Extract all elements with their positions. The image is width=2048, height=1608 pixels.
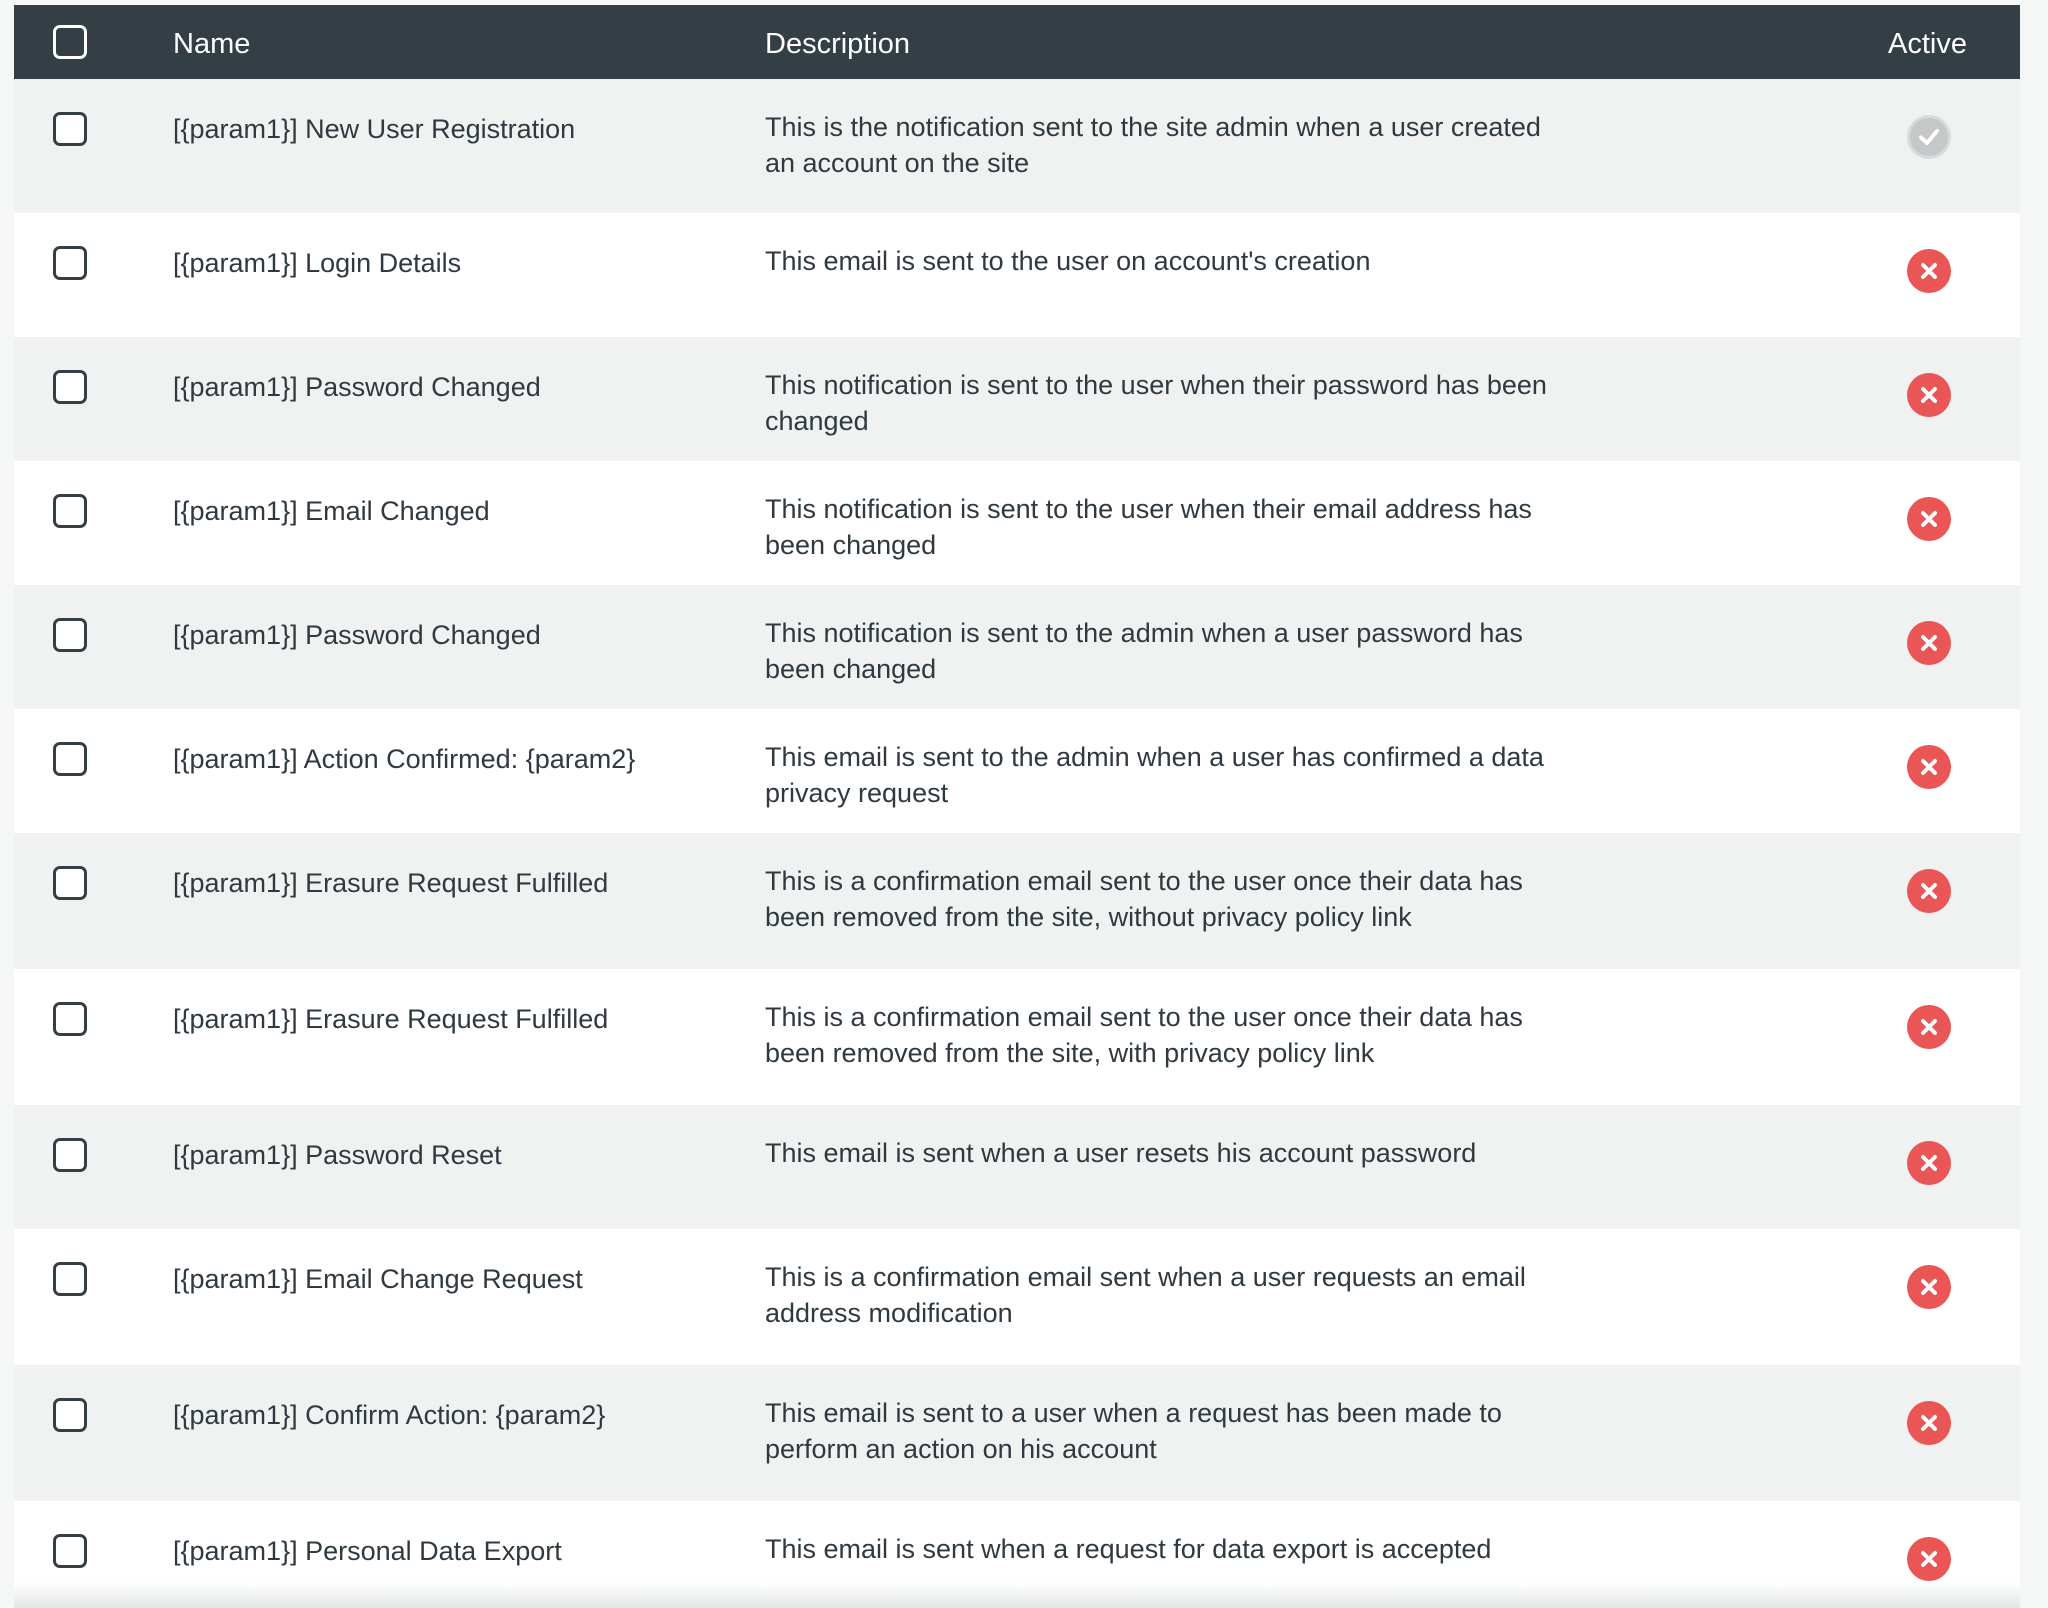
table-row[interactable]	[14, 213, 2020, 337]
notification-name[interactable]: [{param1}] Password Changed	[173, 372, 541, 402]
table-row[interactable]	[14, 1365, 2020, 1501]
column-header-active[interactable]: Active	[1888, 27, 1967, 60]
name-cell	[173, 709, 765, 833]
notification-description: This email is sent to a user when a request has been made to perform an action on his account	[765, 1398, 1502, 1464]
description-cell	[765, 461, 1865, 585]
table-row[interactable]	[14, 1105, 2020, 1229]
table-header	[14, 5, 2020, 79]
row-select-checkbox[interactable]	[53, 370, 87, 404]
notifications-table	[14, 5, 2020, 1608]
notification-description: This notification is sent to the user when their email address has been changed	[765, 494, 1532, 560]
row-checkbox-cell	[14, 1229, 173, 1365]
name-cell	[173, 833, 765, 969]
x-circle-icon[interactable]	[1907, 1265, 1951, 1309]
x-circle-icon[interactable]	[1907, 1401, 1951, 1445]
x-circle-icon[interactable]	[1907, 1141, 1951, 1185]
description-cell	[765, 709, 1865, 833]
row-select-checkbox[interactable]	[53, 494, 87, 528]
row-select-checkbox[interactable]	[53, 112, 87, 146]
row-checkbox-cell	[14, 709, 173, 833]
column-header-name[interactable]: Name	[173, 27, 251, 60]
x-circle-icon[interactable]	[1907, 1537, 1951, 1581]
row-select-checkbox[interactable]	[53, 866, 87, 900]
name-cell	[173, 461, 765, 585]
notification-description: This notification is sent to the user when their password has been changed	[765, 370, 1547, 436]
row-select-checkbox[interactable]	[53, 742, 87, 776]
notification-description: This email is sent to the user on account's creation	[765, 246, 1371, 276]
name-cell	[173, 969, 765, 1105]
notification-name[interactable]: [{param1}] Login Details	[173, 248, 462, 278]
notification-description: This email is sent when a request for data export is accepted	[765, 1534, 1492, 1564]
description-cell	[765, 79, 1865, 213]
name-cell	[173, 337, 765, 461]
row-checkbox-cell	[14, 79, 173, 213]
active-cell	[1865, 1105, 2020, 1229]
description-cell	[765, 969, 1865, 1105]
x-circle-icon[interactable]	[1907, 869, 1951, 913]
row-checkbox-cell	[14, 833, 173, 969]
notification-description: This is a confirmation email sent when a user requests an email address modification	[765, 1262, 1526, 1328]
table-row[interactable]	[14, 79, 2020, 213]
active-cell	[1865, 833, 2020, 969]
active-cell	[1865, 1229, 2020, 1365]
active-cell	[1865, 461, 2020, 585]
name-cell	[173, 213, 765, 337]
row-checkbox-cell	[14, 337, 173, 461]
active-cell	[1865, 969, 2020, 1105]
name-cell	[173, 1229, 765, 1365]
active-cell	[1865, 1501, 2020, 1608]
row-checkbox-cell	[14, 461, 173, 585]
notification-name[interactable]: [{param1}] Email Changed	[173, 496, 490, 526]
description-cell	[765, 1501, 1865, 1608]
row-select-checkbox[interactable]	[53, 1262, 87, 1296]
name-cell	[173, 1105, 765, 1229]
row-checkbox-cell	[14, 213, 173, 337]
row-checkbox-cell	[14, 969, 173, 1105]
column-header-description[interactable]: Description	[765, 27, 911, 60]
active-cell	[1865, 709, 2020, 833]
description-cell	[765, 833, 1865, 969]
active-cell	[1865, 79, 2020, 213]
active-cell	[1865, 213, 2020, 337]
table-body	[14, 79, 2020, 1608]
x-circle-icon[interactable]	[1907, 745, 1951, 789]
row-checkbox-cell	[14, 1501, 173, 1608]
check-circle-icon[interactable]	[1907, 115, 1951, 159]
description-cell	[765, 585, 1865, 709]
x-circle-icon[interactable]	[1907, 1005, 1951, 1049]
row-select-checkbox[interactable]	[53, 1138, 87, 1172]
table-row[interactable]	[14, 969, 2020, 1105]
notification-name[interactable]: [{param1}] Action Confirmed: {param2}	[173, 744, 636, 774]
active-cell	[1865, 1365, 2020, 1501]
notification-name[interactable]: [{param1}] Password Changed	[173, 620, 541, 650]
x-circle-icon[interactable]	[1907, 249, 1951, 293]
notification-description: This is the notification sent to the site admin when a user created an account on the site	[765, 112, 1541, 178]
name-cell	[173, 585, 765, 709]
notification-description: This is a confirmation email sent to the user once their data has been removed from the site, with privacy policy link	[765, 1002, 1523, 1068]
name-cell	[173, 1501, 765, 1608]
description-cell	[765, 337, 1865, 461]
notification-name[interactable]: [{param1}] Password Reset	[173, 1140, 502, 1170]
table-row[interactable]	[14, 1229, 2020, 1365]
name-cell	[173, 1365, 765, 1501]
notification-name[interactable]: [{param1}] Personal Data Export	[173, 1536, 562, 1566]
row-select-checkbox[interactable]	[53, 1398, 87, 1432]
row-select-checkbox[interactable]	[53, 1534, 87, 1568]
row-select-checkbox[interactable]	[53, 246, 87, 280]
description-cell	[765, 1365, 1865, 1501]
table-row[interactable]	[14, 709, 2020, 833]
notification-name[interactable]: [{param1}] Erasure Request Fulfilled	[173, 868, 609, 898]
row-checkbox-cell	[14, 585, 173, 709]
row-checkbox-cell	[14, 1365, 173, 1501]
active-cell	[1865, 585, 2020, 709]
x-circle-icon[interactable]	[1907, 621, 1951, 665]
notification-description: This is a confirmation email sent to the user once their data has been removed from the site, without privacy policy link	[765, 866, 1523, 932]
row-select-checkbox[interactable]	[53, 618, 87, 652]
x-circle-icon[interactable]	[1907, 497, 1951, 541]
x-circle-icon[interactable]	[1907, 373, 1951, 417]
notification-name[interactable]: [{param1}] New User Registration	[173, 114, 576, 144]
notification-name[interactable]: [{param1}] Email Change Request	[173, 1264, 583, 1294]
select-all-checkbox[interactable]	[53, 25, 87, 59]
row-select-checkbox[interactable]	[53, 1002, 87, 1036]
table-row[interactable]	[14, 1501, 2020, 1608]
notification-description: This email is sent to the admin when a user has confirmed a data privacy request	[765, 742, 1544, 808]
description-cell	[765, 1105, 1865, 1229]
notification-name[interactable]: [{param1}] Erasure Request Fulfilled	[173, 1004, 609, 1034]
description-cell	[765, 1229, 1865, 1365]
notification-name[interactable]: [{param1}] Confirm Action: {param2}	[173, 1400, 606, 1430]
name-cell	[173, 79, 765, 213]
table-row[interactable]	[14, 337, 2020, 461]
notification-description: This notification is sent to the admin when a user password has been changed	[765, 618, 1523, 684]
table-row[interactable]	[14, 461, 2020, 585]
description-cell	[765, 213, 1865, 337]
table-row[interactable]	[14, 833, 2020, 969]
notification-description: This email is sent when a user resets his account password	[765, 1138, 1477, 1168]
header-checkbox-cell	[14, 5, 173, 79]
row-checkbox-cell	[14, 1105, 173, 1229]
table-row[interactable]	[14, 585, 2020, 709]
active-cell	[1865, 337, 2020, 461]
